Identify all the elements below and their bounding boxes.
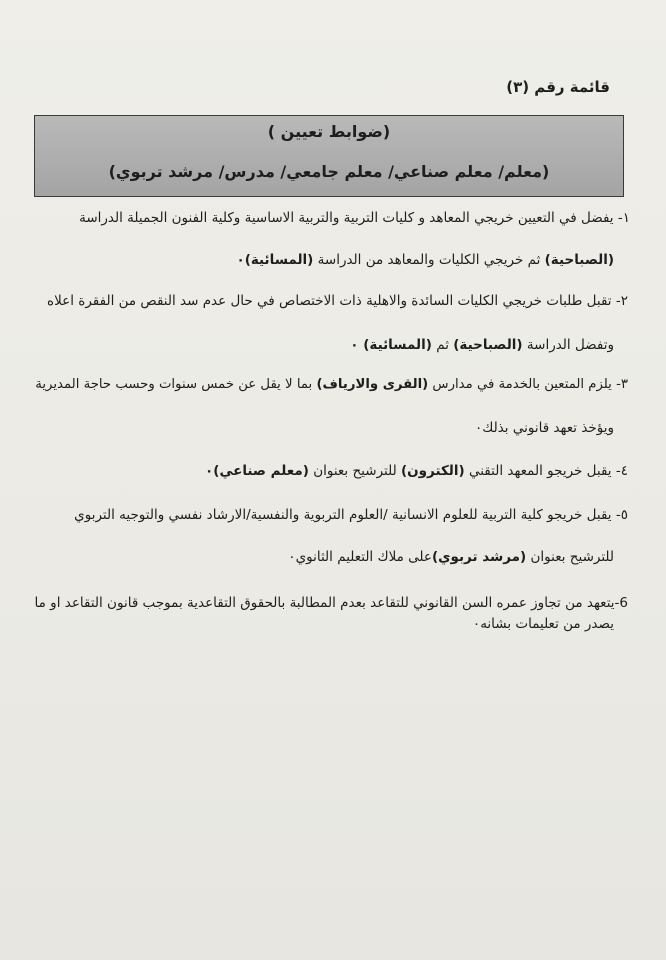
item-4-text-1: ٤- يقبل خريجو المعهد التقني (464, 463, 628, 479)
item-6-line-2: يصدر من تعليمات بشانه۰ (472, 616, 614, 632)
item-2-text-2: ثم (431, 337, 454, 353)
item-1-text: ثم خريجي الكليات والمعاهد من الدراسة (313, 252, 545, 268)
item-5-line-2 (288, 547, 614, 567)
item-3-text-2: بما لا يقل عن خمس سنوات وحسب حاجة المديرية (35, 377, 317, 392)
item-5-emphasis: (مرشد تربوي) (431, 549, 527, 565)
item-3-text-1: ٣- يلزم المتعين بالخدمة في مدارس (428, 377, 628, 392)
header-box (34, 115, 624, 197)
item-4-end-mark: ۰ (205, 463, 214, 479)
item-5-text-1: للترشيح بعنوان (526, 549, 614, 565)
item-2-emphasis-1: (الصباحية) (453, 337, 523, 353)
item-1-end-mark: ۰ (236, 252, 245, 268)
item-4-emphasis-1: (الكترون) (400, 463, 465, 479)
item-2-emphasis-2: (المسائية) (363, 337, 432, 353)
list-number-label: قائمة رقم (٣) (506, 78, 610, 96)
header-title: (ضوابط تعيين ) (267, 122, 391, 141)
item-2-text-1: وتفضل الدراسة (522, 337, 614, 353)
item-4-emphasis-2: (معلم صناعي) (213, 463, 309, 479)
item-1-line-2 (236, 250, 614, 270)
item-1-emphasis-2: (المسائية) (244, 252, 314, 268)
item-4-text-2: للترشيح بعنوان (308, 463, 401, 479)
item-6-line-1: 6-يتعهد من تجاوز عمره السن القانوني للتقاعد بعدم المطالبة بالحقوق التقاعدية بموجب قانون التقاعد او ما (34, 595, 628, 611)
item-1-emphasis-1: (الصباحية) (544, 252, 614, 268)
header-subtitle: (معلم/ معلم صناعي/ معلم جامعي/ مدرس/ مرشد تربوي) (108, 162, 550, 181)
item-2-line-2 (350, 335, 614, 355)
item-1-line-1: ١- يفضل في التعيين خريجي المعاهد و كليات التربية والتربية الاساسية وكلية الفنون الجميلة الدراسة (79, 210, 630, 226)
item-5-line-1: ٥- يقبل خريجو كلية التربية للعلوم الانسانية /العلوم التربوية والنفسية/الارشاد نفسي والتوجيه التربوي (74, 507, 628, 523)
item-2-line-1: ٢- تقبل طلبات خريجي الكليات السائدة والاهلية ذات الاختصاص في حال عدم سد النقص من الفقرة اعلاه (47, 293, 628, 309)
item-5-text-2: على ملاك التعليم الثانوي۰ (288, 549, 432, 565)
item-2-end-mark: ۰ (350, 337, 364, 353)
item-3-line-2: ويؤخذ تعهد قانوني بذلك۰ (474, 420, 614, 436)
item-3-line-1 (35, 375, 628, 395)
item-4-line-1 (205, 461, 628, 481)
item-3-emphasis: (القرى والارياف) (316, 377, 429, 392)
